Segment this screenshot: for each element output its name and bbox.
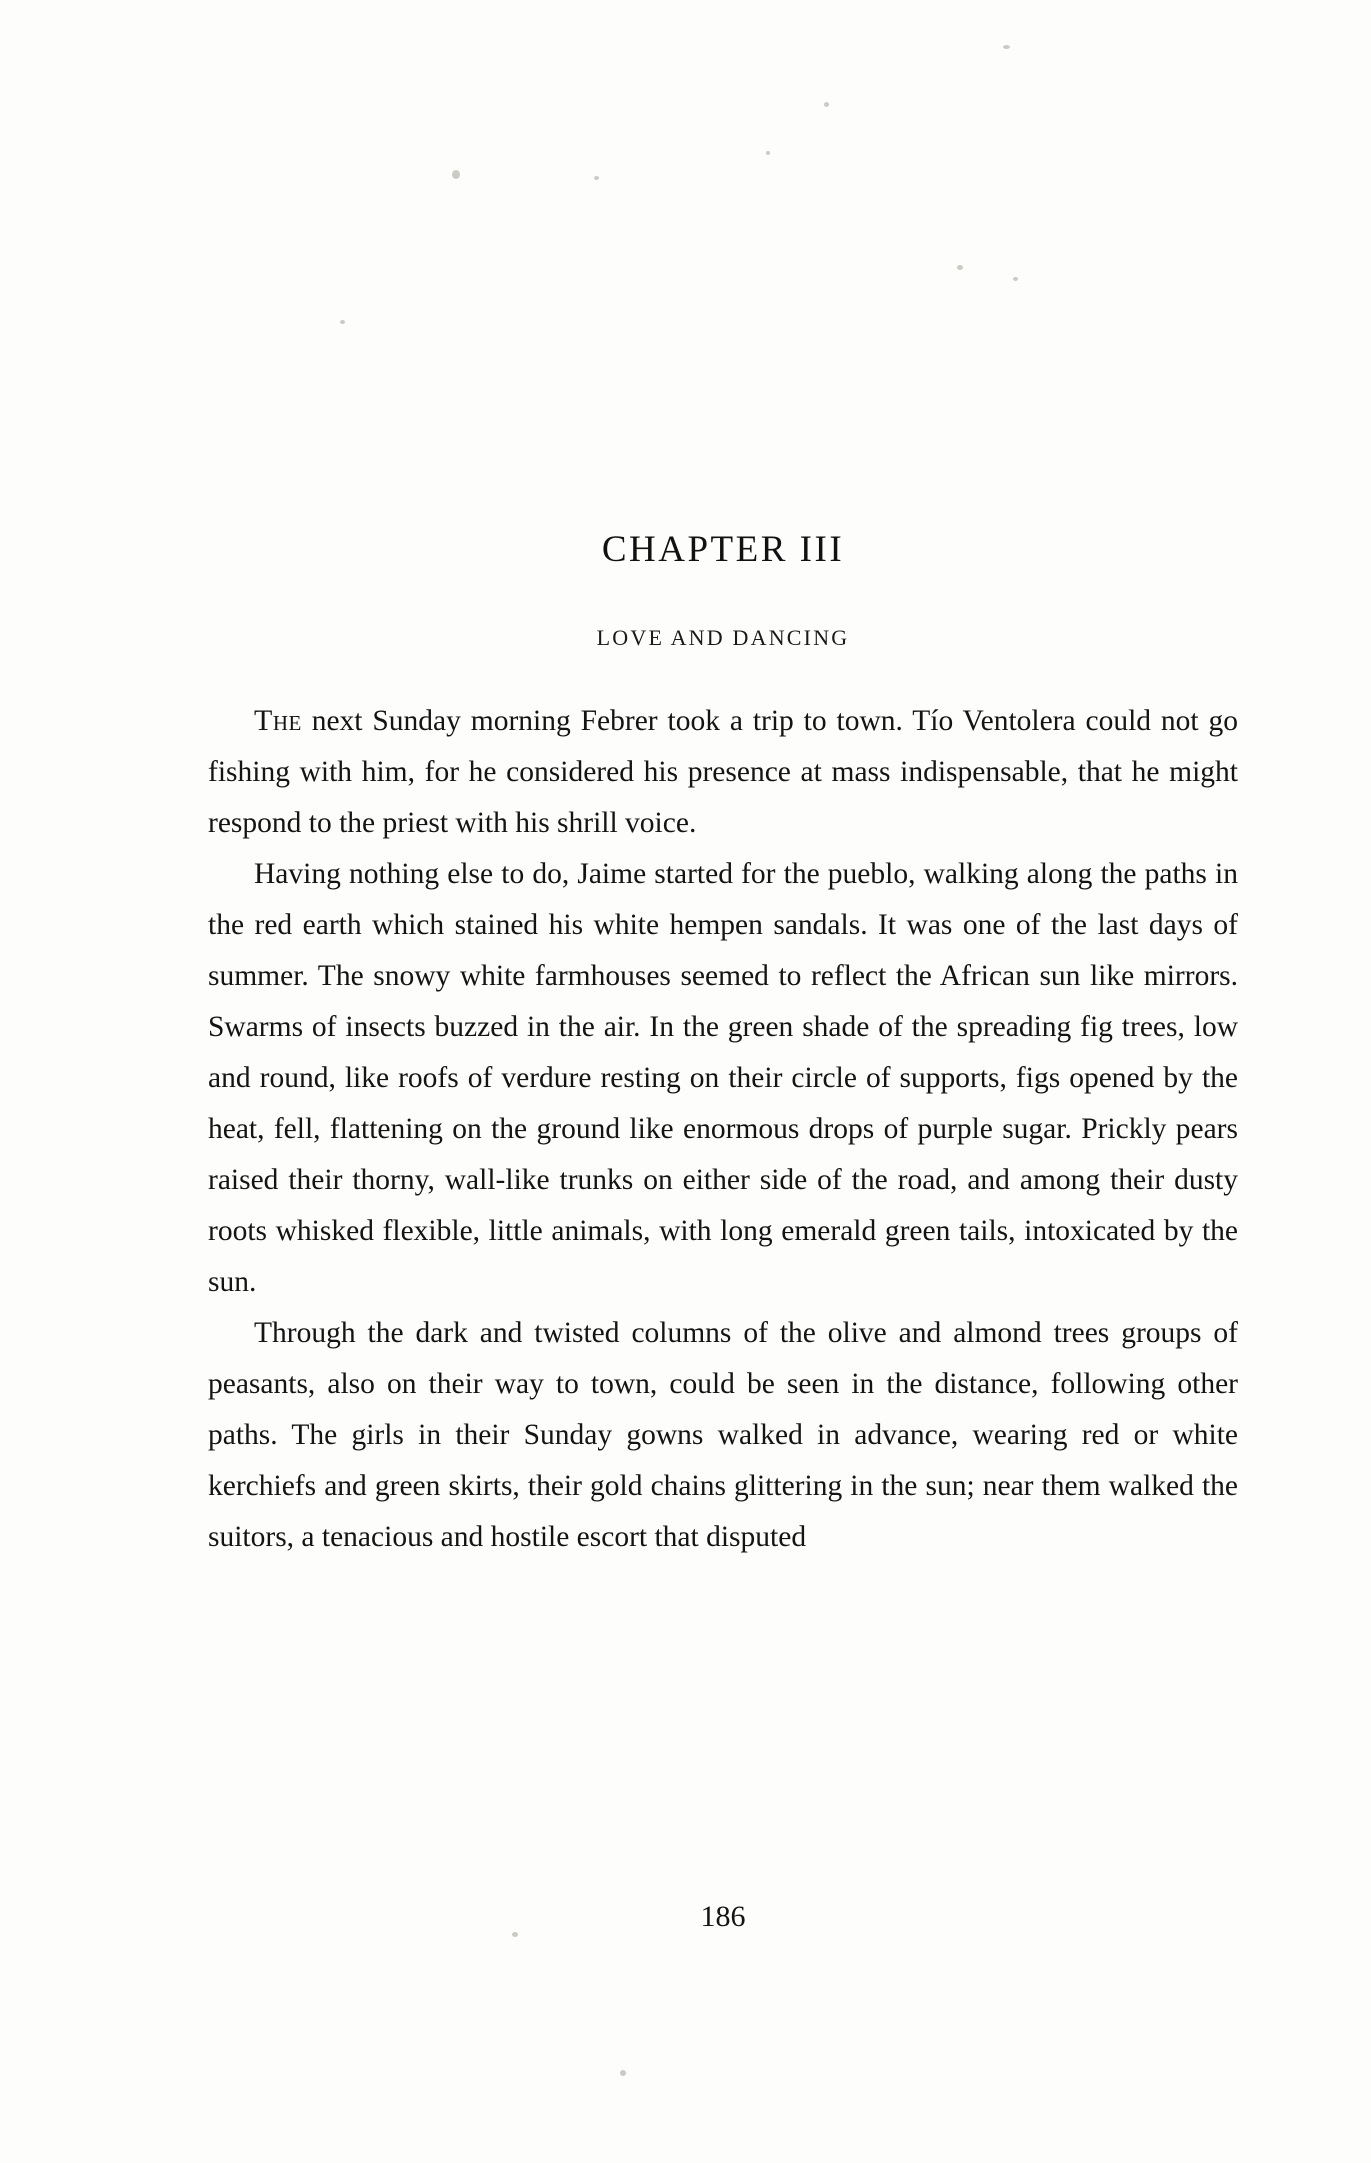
page-title: CHAPTER III [601,529,845,570]
paragraph [208,849,1238,1308]
chapter-subtitle: LOVE AND DANCING [596,625,850,650]
page-content [208,0,1238,2163]
paragraph [208,695,1238,849]
page-number: 186 [700,1900,746,1933]
body-text [208,695,1238,1563]
paragraph-text: next Sunday morning Febrer took a trip to town. Tío Ventolera could not go fishing with him, for he considered his presence at mass indispensable, that he might respond to the priest with his shrill voice. [208,705,1238,839]
paragraph-lead-word: The [254,704,302,737]
paragraph-text: Through the dark and twisted columns of the olive and almond trees groups of peasants, also on their way to town, could be seen in the distance, following other paths. The girls in their Sunday gowns walked in advance, wearing red or white kerchiefs and green skirts, their gold chains glittering in the sun; near them walked the suitors, a tenacious and hostile escort that disputed [208,1317,1238,1553]
paragraph [208,1308,1238,1563]
paragraph-text: Having nothing else to do, Jaime started for the pueblo, walking along the paths in the red earth which stained his white hempen sandals. It was one of the last days of summer. The snowy white farmhouses seemed to reflect the African sun like mirrors. Swarms of insects buzzed in the air. In the green shade of the spreading fig trees, low and round, like roofs of verdure resting on their circle of supports, figs opened by the heat, fell, flattening on the ground like enormous drops of purple sugar. Prickly pears raised their thorny, wall-like trunks on either side of the road, and among their dusty roots whisked flexible, little animals, with long emerald green tails, intoxicated by the sun. [208,858,1238,1298]
